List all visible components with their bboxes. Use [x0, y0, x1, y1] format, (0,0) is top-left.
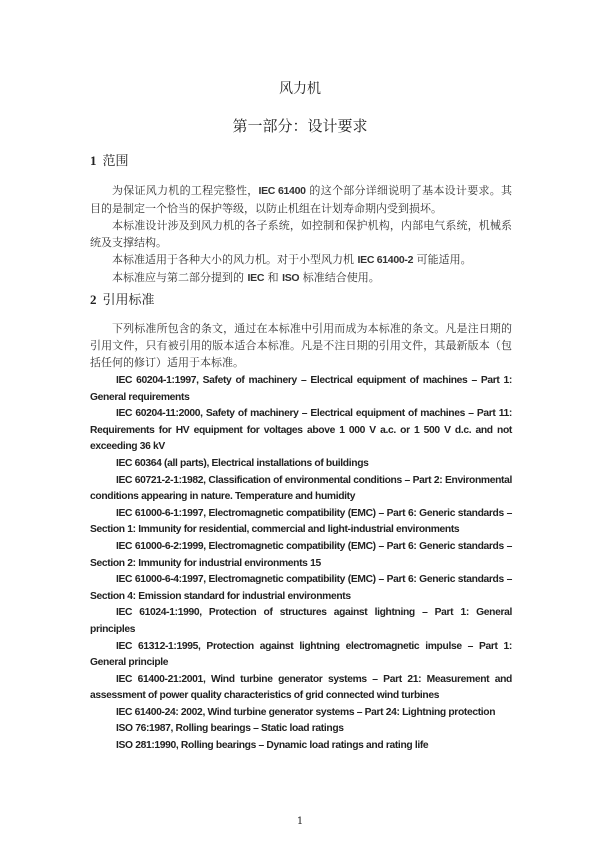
text: 为保证风力机的工程完整性，	[112, 184, 259, 197]
section-title: 范围	[102, 154, 129, 169]
text: 本标准应与第二部分提到的	[112, 271, 248, 284]
reference-item: IEC 61000-6-4:1997, Electromagnetic compatibility (EMC) – Part 6: Generic standards – Section 4: Emission standard for industrial environments	[90, 574, 512, 602]
reference-item: IEC 61312-1:1995, Protection against lightning electromagnetic impulse – Part 1: General principle	[90, 640, 512, 669]
section-1-heading	[90, 150, 129, 169]
reference-item: IEC 61400-21:2001, Wind turbine generator systems – Part 21: Measurement and assessment of power quality characteristics of grid connected wind turbines	[90, 673, 512, 702]
text: 的这个部分详细说明了基本设计要求。其目的是制定一个恰当的保护等级，以防止机组在计划寿命期内受到损坏。	[90, 184, 512, 215]
section-number: 1	[90, 153, 97, 168]
reference-item: IEC 60364 (all parts), Electrical installations of buildings	[116, 457, 369, 469]
reference-item: IEC 60204-1:1997, Safety of machinery – Electrical equipment of machines – Part 1: General requirements	[90, 375, 512, 403]
standard-code: IEC 61400	[258, 185, 306, 197]
reference-list	[90, 373, 512, 755]
paragraph	[90, 182, 512, 217]
text: 和	[264, 271, 283, 284]
reference-item: IEC 61024-1:1990, Protection of structures against lightning – Part 1: General principles	[90, 607, 512, 635]
text: 标准结合使用。	[299, 271, 380, 284]
paragraph	[90, 269, 512, 287]
text: 本标准设计涉及到风力机的各子系统，如控制和保护机构，内部电气系统，机械系统及支撑结构。	[90, 219, 512, 249]
reference-item: IEC 60204-11:2000, Safety of machinery – Electrical equipment of machines – Part 11: Requirements for HV equipment for voltages above 1 000 V a.c. or 1 500 V d.c. and not exceeding 36 kV	[90, 408, 512, 453]
section-2-heading	[90, 289, 155, 308]
reference-item: IEC 61000-6-1:1997, Electromagnetic compatibility (EMC) – Part 6: Generic standards – Section 1: Immunity for residential, commercial and light-industrial environments	[90, 507, 512, 536]
paragraph	[90, 251, 512, 269]
standard-code: IEC	[247, 272, 265, 284]
section-1-body	[90, 182, 512, 287]
paragraph	[90, 217, 512, 251]
text: 本标准适用于各种大小的风力机。对于小型风力机	[112, 253, 358, 266]
document-title: 风力机	[279, 81, 321, 97]
standard-code: IEC 61400-2	[357, 254, 414, 266]
section-number: 2	[90, 292, 97, 307]
section-title: 引用标准	[102, 293, 155, 308]
intro-paragraph: 下列标准所包含的条文，通过在本标准中引用而成为本标准的条文。凡是注日期的引用文件，只有被引用的版本适合本标准。凡是不注日期的引用文件，其最新版本（包括任何的修订）适用于本标准。	[90, 322, 512, 369]
reference-item: ISO 281:1990, Rolling bearings – Dynamic load ratings and rating life	[116, 740, 429, 752]
reference-item: IEC 60721-2-1:1982, Classification of environmental conditions – Part 2: Environmental conditions appearing in nature. Temperature and humidity	[90, 474, 512, 503]
text: 可能适用。	[413, 253, 472, 266]
page-number: 1	[296, 816, 304, 827]
standard-code: ISO	[282, 272, 300, 284]
document-subtitle: 第一部分：设计要求	[232, 117, 368, 135]
reference-item: IEC 61400-24: 2002, Wind turbine generator systems – Part 24: Lightning protection	[116, 706, 496, 718]
reference-item: IEC 61000-6-2:1999, Electromagnetic compatibility (EMC) – Part 6: Generic standards – Section 2: Immunity for industrial environments 15	[90, 540, 512, 569]
section-2-body	[90, 320, 512, 755]
reference-item: ISO 76:1987, Rolling bearings – Static load ratings	[116, 723, 344, 735]
